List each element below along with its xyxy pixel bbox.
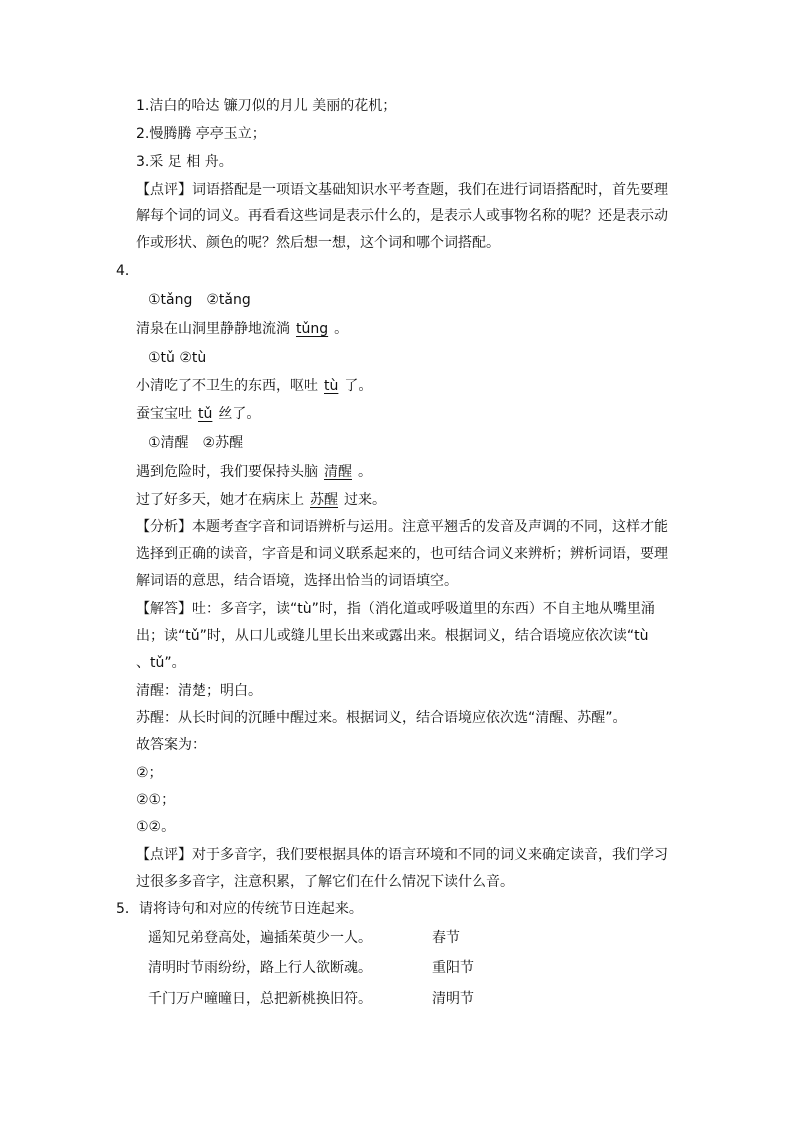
- q4-answer-1: ②；: [136, 765, 163, 781]
- q5-poem-1: 遥知兄弟登高处，遍插茱萸少一人。: [148, 930, 372, 946]
- q4-s5-post: 过来。: [344, 492, 386, 508]
- q3-comment-line-2: 解每个词的词义。再看看这些词是表示什么的，是表示人或事物名称的呢？还是表示动: [136, 208, 668, 224]
- q4-definition-2: 苏醒：从长时间的沉睡中醒过来。根据词义，结合语境应依次选“清醒、苏醒”。: [136, 710, 627, 726]
- q4-s3-post: 丝了。: [218, 406, 261, 422]
- q4-s3-answer: tǔ: [198, 406, 213, 422]
- q4-definition-1: 清醒：清楚；明白。: [136, 683, 262, 699]
- q4-number: 4．: [116, 263, 139, 279]
- q4-sentence-5: [136, 491, 386, 509]
- q5-poem-3: 千门万户曈曈日，总把新桃换旧符。: [148, 991, 372, 1007]
- q4-analysis-line-1: 【分析】本题考查字音和词语辨析与运用。注意平翘舌的发音及声调的不同，这样才能: [136, 519, 668, 535]
- q3-comment-line-3: 作或形状、颜色的呢？然后想一想，这个词和哪个词搭配。: [136, 235, 500, 251]
- q4-s1-pre: 清泉在山洞里静静地流淌: [136, 321, 290, 337]
- q4-s2-pre: 小清吃了不卫生的东西，呕吐: [136, 378, 318, 394]
- q4-comment-line-1: 【点评】对于多音字，我们要根据具体的语言环境和不同的词义来确定读音，我们学习: [136, 847, 668, 863]
- q4-answer-3: ①②。: [136, 819, 176, 835]
- q4-s3-pre: 蚕宝宝吐: [136, 406, 192, 422]
- q4-analysis-line-2: 选择到正确的读音，字音是和词义联系起来的，也可结合词义来辨析；辨析词语，要理: [136, 546, 668, 562]
- q4-options-1: ①tǎng ②tǎng: [148, 292, 251, 308]
- q3-comment-line-1: 【点评】词语搭配是一项语文基础知识水平考查题，我们在进行词语搭配时，首先要理: [136, 182, 668, 198]
- q4-sentence-1: [136, 320, 348, 338]
- q4-s1-answer: tǔng: [296, 321, 329, 337]
- q4-s2-answer: tù: [324, 378, 339, 394]
- q3-answer-3: 3.采 足 相 舟。: [136, 154, 233, 170]
- q5-festival-3: 清明节: [432, 991, 474, 1007]
- q4-s1-post: 。: [334, 321, 349, 337]
- q5-festival-1: 春节: [432, 930, 460, 946]
- q4-comment-line-2: 过很多多音字，注意积累，了解它们在什么情况下读什么音。: [136, 874, 514, 890]
- q4-s4-answer: 清醒: [324, 464, 352, 480]
- q4-solution-line-1: 【解答】吐：多音字，读“tù”时，指（消化道或呼吸道里的东西）不自主地从嘴里涌: [136, 601, 655, 617]
- q5-festival-2: 重阳节: [432, 960, 474, 976]
- q4-s4-pre: 遇到危险时，我们要保持头脑: [136, 464, 318, 480]
- q4-answer-title: 故答案为：: [136, 737, 206, 753]
- q4-sentence-2: [136, 377, 372, 395]
- q4-options-2: ①tǔ ②tù: [148, 350, 207, 366]
- q4-s5-answer: 苏醒: [310, 492, 338, 508]
- q3-answer-2: 2.慢腾腾 亭亭玉立；: [136, 126, 266, 142]
- q4-analysis-line-3: 解词语的意思，结合语境，选择出恰当的词语填空。: [136, 573, 458, 589]
- q4-sentence-4: [136, 463, 372, 481]
- q4-sentence-3: [136, 405, 260, 423]
- q4-s2-post: 了。: [344, 378, 373, 394]
- q3-answer-1: 1.洁白的哈达 镰刀似的月儿 美丽的花机；: [136, 98, 397, 114]
- q4-solution-line-3: 、tǔ”。: [136, 655, 186, 671]
- q4-answer-2: ②①；: [136, 792, 176, 808]
- q5-poem-2: 清明时节雨纷纷，路上行人欲断魂。: [148, 960, 372, 976]
- q4-options-3: ①清醒 ②苏醒: [148, 435, 244, 451]
- q5-title: 5．请将诗句和对应的传统节日连起来。: [116, 901, 363, 917]
- q4-s4-post: 。: [358, 464, 372, 480]
- q4-solution-line-2: 出；读“tǔ”时，从口儿或缝儿里长出来或露出来。根据词义，结合语境应依次读“tù: [136, 628, 649, 644]
- q4-s5-pre: 过了好多天，她才在病床上: [136, 492, 304, 508]
